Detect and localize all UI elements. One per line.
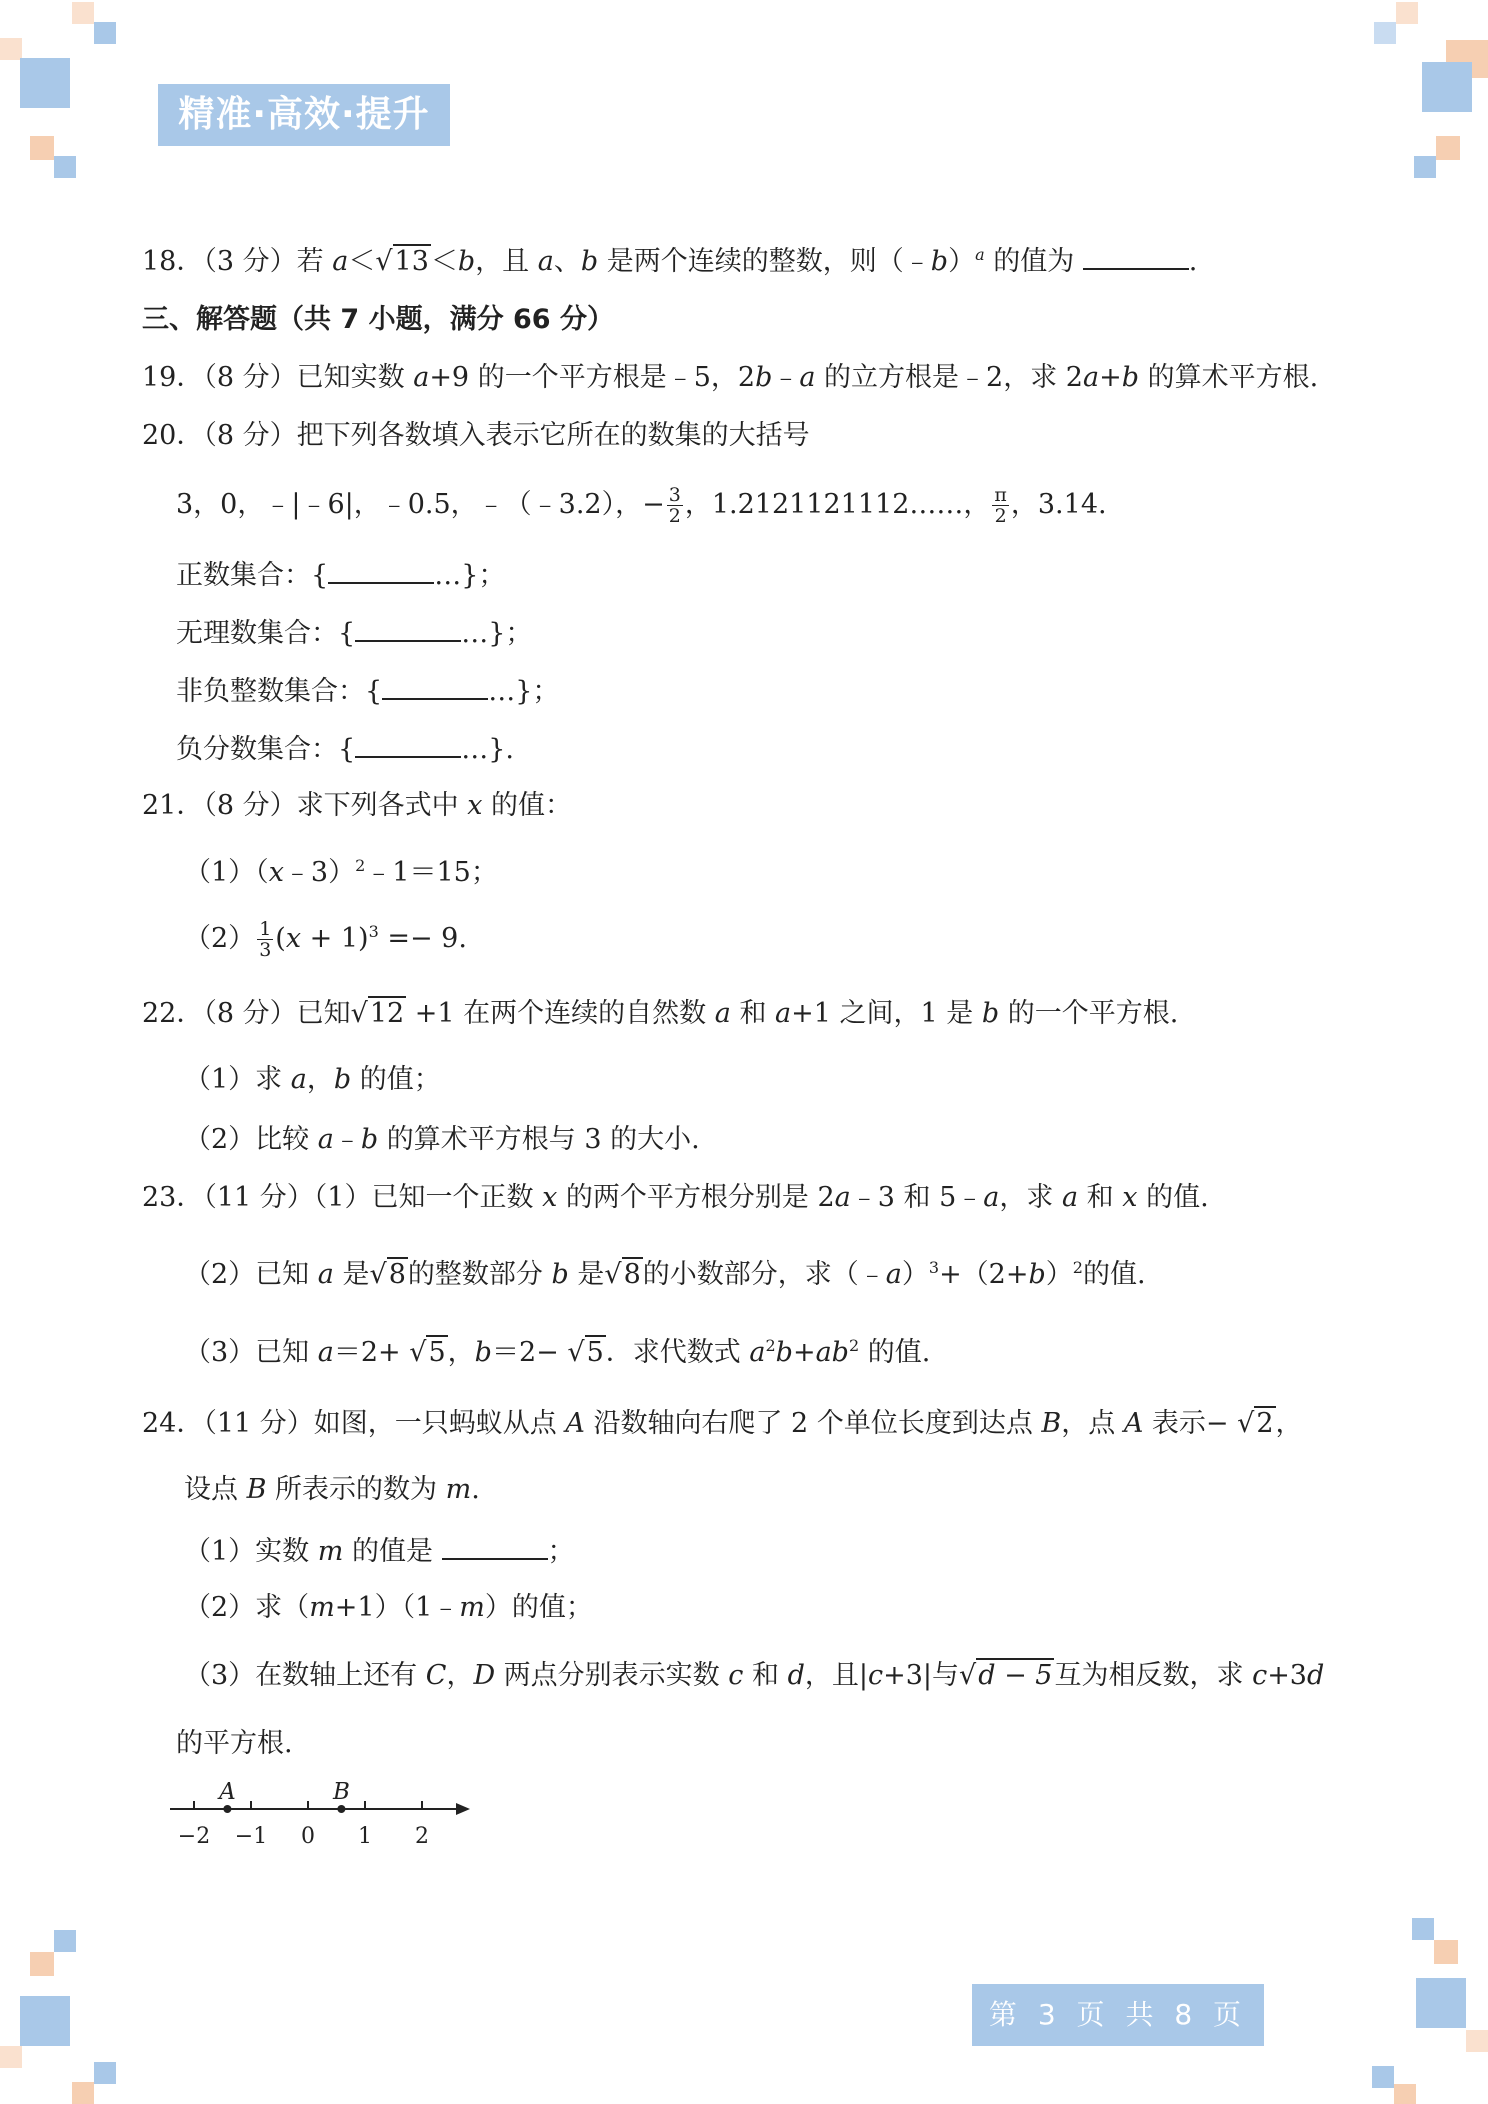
question-21-stem: 21．（8 分）求下列各式中 x 的值： xyxy=(142,790,573,821)
decor-square xyxy=(1466,2030,1488,2052)
sqrt-5: √5 xyxy=(409,1337,446,1368)
set-irrational: 无理数集合：{ …}； xyxy=(176,612,532,654)
sqrt-8: √8 xyxy=(369,1259,406,1290)
set-negative-fraction: 负分数集合：{ …}. xyxy=(176,728,514,770)
answer-blank[interactable] xyxy=(382,670,488,700)
section-title: 三、解答题（共 7 小题，满分 66 分） xyxy=(142,304,614,335)
question-21-part2: （2） $\frac{1}{3}$ $(x + 1)^3 =- 9$. xyxy=(184,918,467,961)
tick-label: 2 xyxy=(415,1824,429,1849)
sqrt-2: √2 xyxy=(1237,1408,1274,1439)
point-a-label: A xyxy=(219,1779,236,1805)
question-23-part2: （2）已知 a 是√8的整数部分 b 是√8的小数部分，求$(﹣a)^3+(2+b)^2$的值. xyxy=(184,1248,1146,1295)
tick-label: 1 xyxy=(358,1824,372,1849)
decor-square xyxy=(1372,2066,1394,2088)
decor-square xyxy=(1412,1918,1434,1940)
set-positive: 正数集合：{ …}； xyxy=(176,554,505,596)
number-line xyxy=(170,1775,480,1861)
brand-banner: 精准·高效·提升 xyxy=(158,84,450,146)
question-24-part3: （3）在数轴上还有 C，D 两点分别表示实数 c 和 d，且|c+3|与√d − 5互为相反数，求 c+3d xyxy=(184,1656,1324,1696)
decor-square xyxy=(30,1952,54,1976)
question-20-stem: 20．（8 分）把下列各数填入表示它所在的数集的大括号 xyxy=(142,420,810,451)
question-23-part3: （3）已知 a＝2+ √5，b＝2− √5．求代数式 $a^2b+ab^2$ 的值. xyxy=(184,1326,930,1373)
decor-square xyxy=(1414,156,1436,178)
sqrt-5: √5 xyxy=(567,1337,604,1368)
decor-square xyxy=(1394,2084,1416,2104)
question-24-line2: 设点 B 所表示的数为 m. xyxy=(184,1474,480,1505)
tick-label: 0 xyxy=(301,1824,315,1849)
decor-square xyxy=(94,2062,116,2084)
question-20-list: 3，0，﹣|﹣6|，﹣0.5，﹣（﹣3.2），− $\frac{3}{2}$ ，1.2121121112……， $\frac{\pi}{2}$ ，3.14. xyxy=(176,484,1107,527)
sqrt-13: √13 xyxy=(375,246,429,277)
decor-square xyxy=(72,2082,94,2104)
answer-blank[interactable] xyxy=(355,612,461,642)
fraction: $\frac{1}{3}$ xyxy=(259,918,272,961)
sqrt-12: √12 xyxy=(350,998,405,1029)
tick-label: −2 xyxy=(177,1824,211,1849)
set-nonnegative-integer: 非负整数集合：{ …}； xyxy=(176,670,559,712)
decor-square xyxy=(1434,1940,1458,1964)
question-19: 19．（8 分）已知实数 a+9 的一个平方根是﹣5，2b﹣a 的立方根是﹣2，求 2a+b 的算术平方根. xyxy=(142,362,1319,393)
decor-square xyxy=(0,38,22,60)
point-b-label: B xyxy=(332,1779,350,1805)
point-b-dot xyxy=(337,1805,345,1813)
fraction: $\frac{3}{2}$ xyxy=(668,484,681,527)
question-24: 24．（11 分）如图，一只蚂蚁从点 A 沿数轴向右爬了 2 个单位长度到达点 B，点 A 表示− √2， xyxy=(142,1404,1303,1444)
question-21-part1: （1）（x﹣3）$^2$﹣1＝15； xyxy=(184,856,498,888)
answer-blank[interactable] xyxy=(442,1530,548,1560)
arrow-right-icon xyxy=(456,1803,470,1815)
answer-blank[interactable] xyxy=(328,554,434,584)
decor-square xyxy=(30,136,54,160)
decor-square xyxy=(20,1996,70,2046)
decor-square xyxy=(54,156,76,178)
decor-square xyxy=(20,58,70,108)
tick-label: −1 xyxy=(234,1824,268,1849)
decor-square xyxy=(1422,62,1472,112)
question-18: 18．（3 分）若 a＜√13＜b，且 a、b 是两个连续的整数，则（﹣b）$^a$ 的值为 . xyxy=(142,235,1197,282)
decor-square xyxy=(1416,1978,1466,2028)
question-24-part2: （2）求（m+1）（1﹣m）的值； xyxy=(184,1592,593,1623)
question-24-part1: （1）实数 m 的值是 ； xyxy=(184,1530,575,1572)
question-24-line-last: 的平方根. xyxy=(176,1728,293,1759)
decor-square xyxy=(1374,22,1396,44)
question-22-part1: （1）求 a，b 的值； xyxy=(184,1064,441,1095)
decor-square xyxy=(72,2,94,24)
answer-blank[interactable] xyxy=(1083,240,1189,270)
decor-square xyxy=(0,2046,22,2068)
fraction: $\frac{\pi}{2}$ xyxy=(994,484,1007,527)
sqrt-d-minus-5: √d − 5 xyxy=(959,1660,1053,1691)
page-footer: 第 3 页 共 8 页 xyxy=(972,1984,1264,2046)
question-22-part2: （2）比较 a﹣b 的算术平方根与 3 的大小. xyxy=(184,1124,700,1155)
answer-blank[interactable] xyxy=(355,728,461,758)
question-22: 22．（8 分）已知√12 +1 在两个连续的自然数 a 和 a+1 之间，1 是 b 的一个平方根. xyxy=(142,994,1178,1034)
decor-square xyxy=(1436,136,1460,160)
decor-square xyxy=(1396,2,1418,24)
decor-square xyxy=(94,22,116,44)
decor-square xyxy=(54,1930,76,1952)
number-line-points xyxy=(217,1779,350,1813)
sqrt-8: √8 xyxy=(604,1259,641,1290)
question-23: 23．（11 分）（1）已知一个正数 x 的两个平方根分别是 2a﹣3 和 5﹣a，求 a 和 x 的值. xyxy=(142,1182,1209,1213)
point-a-dot xyxy=(223,1805,231,1813)
